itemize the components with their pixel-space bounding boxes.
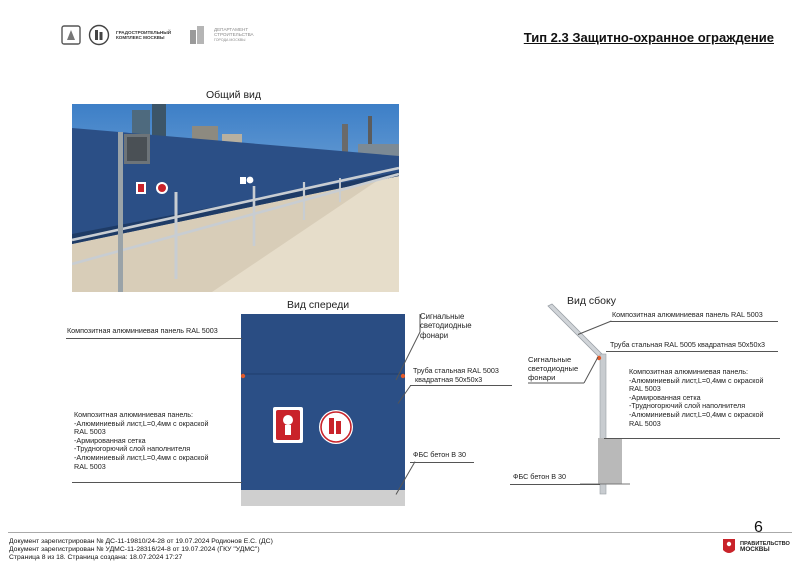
signal-light-left [241,374,245,378]
grad-complex-icon [88,24,110,46]
logo2-line2: СТРОИТЕЛЬСТВА [214,32,254,38]
side-lights-note: Сигнальные светодиодные фонари [528,355,579,383]
grad-complex-logo [60,24,171,46]
front-panel-leader [66,338,242,339]
side-lights-leader [528,353,600,387]
moscow-gov-emblem-icon [722,538,736,556]
side-pipe-note: Труба стальная RAL 5005 квадратная 50х50х3 [610,340,766,349]
gov-line-2: МОСКВЫ [740,546,770,553]
logo2-line1: ДЕПАРТАМЕНТ [214,27,249,33]
front-pipe-leader [410,385,512,386]
front-base-leader [410,462,474,463]
dept-construction-logo [188,24,254,46]
moscow-emblem-icon [60,24,82,46]
footer-line-3: Страница 8 из 18. Страница создана: 18.07.2024 17:27 [9,554,183,562]
footer-registration [9,538,273,563]
front-view-label: Вид спереди [287,299,350,311]
side-view-drawing [540,298,630,498]
front-lights-note: Сигнальные светодиодные фонари [420,312,472,340]
side-base-leader [510,484,600,485]
footer-line-1: Документ зарегистрирован № ДС-11-19810/24-28 от 19.07.2024 Родионов Е.С. (ДС) [9,538,273,545]
logo1-line2: КОМПЛЕКС МОСКВЫ [116,35,165,40]
page-title: Тип 2.3 Защитно-охранное ограждение [523,30,774,45]
side-composition-note: Композитная алюминиевая панель: -Алюминиевый лист,L=0,4мм с окраской RAL 5003 -Армированная сетка -Трудногорючий слой наполнителя -Алюминиевый лист,L=0,4мм с окраской RAL 5003 [629,367,764,428]
front-panel-note: Композитная алюминиевая панель RAL 5003 [67,326,218,335]
page-number: 6 [754,519,763,536]
gov-line-1: ПРАВИТЕЛЬСТВО [740,540,790,547]
side-composition-leader [604,438,780,439]
general-view-photo [72,104,399,292]
logo2-line3: ГОРОДА МОСКВЫ [214,37,246,42]
footer-line-2: Документ зарегистрирован № УДМС-11-28316/24-8 от 19.07.2024 (ГКУ "УДМС") [9,546,260,554]
side-panel-note: Композитная алюминиевая панель RAL 5003 [612,310,763,319]
dept-building-icon [188,24,208,46]
front-composition-note: Композитная алюминиевая панель: -Алюминиевый лист,L=0,4мм с окраской RAL 5003 -Армированная сетка -Трудногорючий слой наполнителя -Алюминиевый лист,L=0,4мм с окраской RAL 5003 [74,410,209,471]
side-panel-leader [610,321,778,322]
side-base-note: ФБС бетон В 30 [513,472,567,481]
front-composition-leader [72,482,242,483]
front-view-drawing [241,314,405,506]
side-view-label: Вид сбоку [567,295,616,307]
front-pipe-note: Труба стальная RAL 5003 квадратная 50х50х3 [413,366,499,384]
moscow-gov-logo [722,538,790,556]
logo1-line1: ГРАДОСТРОИТЕЛЬНЫЙ [116,29,171,35]
side-pipe-leader [606,351,778,352]
general-view-label: Общий вид [206,89,262,101]
front-base-note: ФБС бетон В 30 [413,450,467,459]
footer-divider [8,532,792,533]
